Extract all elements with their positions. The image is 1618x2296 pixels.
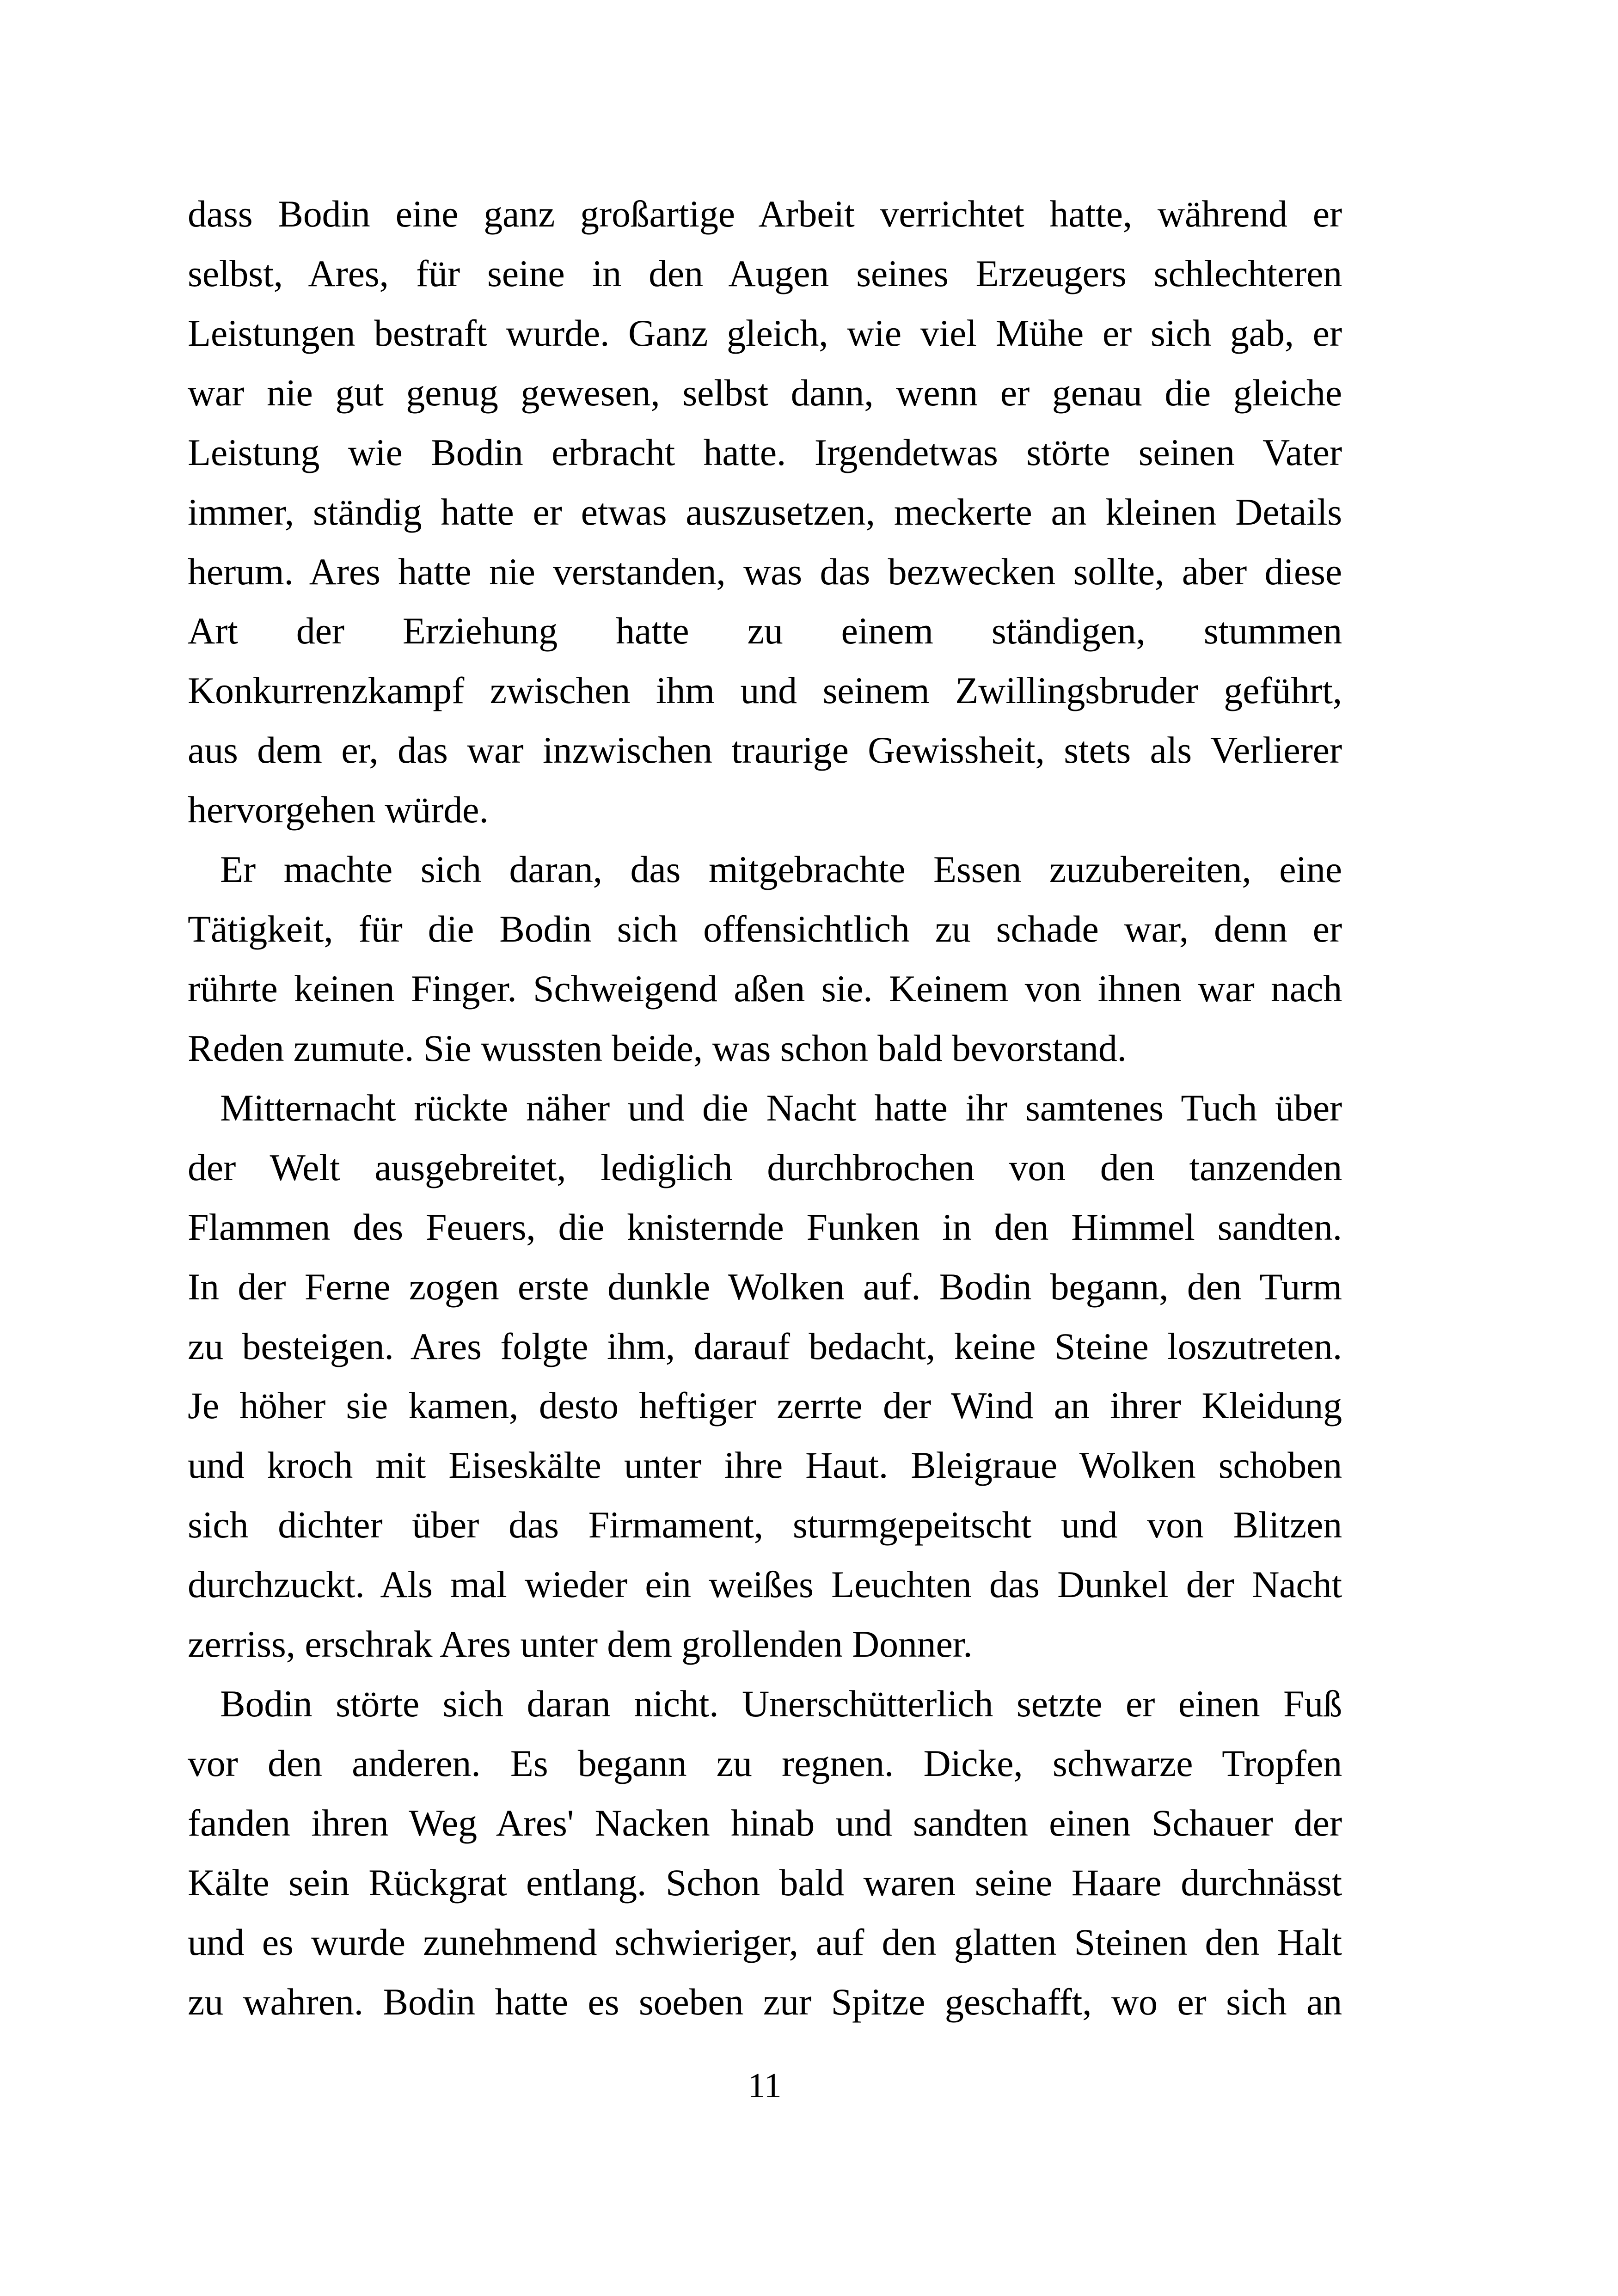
- text-line: Tätigkeit, für die Bodin sich offensichtlich zu schade war, denn er: [188, 908, 1342, 950]
- text-line: aus dem er, das war inzwischen traurige Gewissheit, stets als Verlierer: [188, 729, 1342, 771]
- text-line: Mitternacht rückte näher und die Nacht hatte ihr samtenes Tuch über: [220, 1086, 1342, 1129]
- text-line: Leistungen bestraft wurde. Ganz gleich, wie viel Mühe er sich gab, er: [188, 312, 1342, 354]
- text-line: und es wurde zunehmend schwieriger, auf den glatten Steinen den Halt: [188, 1921, 1342, 1963]
- text-line: Er machte sich daran, das mitgebrachte Essen zuzubereiten, eine: [220, 848, 1342, 891]
- text-line: In der Ferne zogen erste dunkle Wolken auf. Bodin begann, den Turm: [188, 1265, 1342, 1308]
- text-line: zu wahren. Bodin hatte es soeben zur Spitze geschafft, wo er sich an: [188, 1980, 1342, 2023]
- text-line: und kroch mit Eiseskälte unter ihre Haut. Bleigraue Wolken schoben: [188, 1444, 1342, 1487]
- text-line: Je höher sie kamen, desto heftiger zerrte der Wind an ihrer Kleidung: [188, 1384, 1342, 1427]
- text-line: Konkurrenzkampf zwischen ihm und seinem Zwillingsbruder geführt,: [188, 669, 1342, 712]
- text-line: war nie gut genug gewesen, selbst dann, wenn er genau die gleiche: [188, 371, 1342, 414]
- paragraph: [188, 840, 1342, 1078]
- text-line: der Welt ausgebreitet, lediglich durchbrochen von den tanzenden: [188, 1146, 1342, 1188]
- text-line: immer, ständig hatte er etwas auszusetzen, meckerte an kleinen Details: [188, 490, 1342, 533]
- text-line: durchzuckt. Als mal wieder ein weißes Leuchten das Dunkel der Nacht: [188, 1563, 1342, 1606]
- text-line: vor den anderen. Es begann zu regnen. Dicke, schwarze Tropfen: [188, 1742, 1342, 1784]
- text-line: Leistung wie Bodin erbracht hatte. Irgendetwas störte seinen Vater: [188, 431, 1342, 473]
- paragraph: [188, 1674, 1342, 2032]
- text-line: hervorgehen würde.: [188, 789, 489, 831]
- text-line: Kälte sein Rückgrat entlang. Schon bald waren seine Haare durchnässt: [188, 1861, 1342, 1904]
- body-text: [188, 184, 1342, 2032]
- text-line: Bodin störte sich daran nicht. Unerschütterlich setzte er einen Fuß: [220, 1683, 1342, 1725]
- text-line: herum. Ares hatte nie verstanden, was das bezwecken sollte, aber diese: [188, 550, 1342, 593]
- text-line: Flammen des Feuers, die knisternde Funken in den Himmel sandten.: [188, 1206, 1342, 1248]
- page-number: 11: [748, 2066, 782, 2105]
- text-line: Art der Erziehung hatte zu einem ständigen, stummen: [188, 610, 1342, 652]
- text-line: dass Bodin eine ganz großartige Arbeit verrichtet hatte, während er: [188, 193, 1342, 235]
- paragraph: [188, 1078, 1342, 1674]
- text-line: zu besteigen. Ares folgte ihm, darauf bedacht, keine Steine loszutreten.: [188, 1325, 1342, 1367]
- paragraph: [188, 184, 1342, 840]
- text-line: fanden ihren Weg Ares' Nacken hinab und sandten einen Schauer der: [188, 1801, 1342, 1844]
- text-line: selbst, Ares, für seine in den Augen seines Erzeugers schlechteren: [188, 252, 1342, 294]
- text-line: sich dichter über das Firmament, sturmgepeitscht und von Blitzen: [188, 1504, 1342, 1546]
- text-line: Reden zumute. Sie wussten beide, was schon bald bevorstand.: [188, 1027, 1127, 1069]
- text-line: rührte keinen Finger. Schweigend aßen sie. Keinem von ihnen war nach: [188, 967, 1342, 1010]
- text-line: zerriss, erschrak Ares unter dem grollenden Donner.: [188, 1623, 973, 1665]
